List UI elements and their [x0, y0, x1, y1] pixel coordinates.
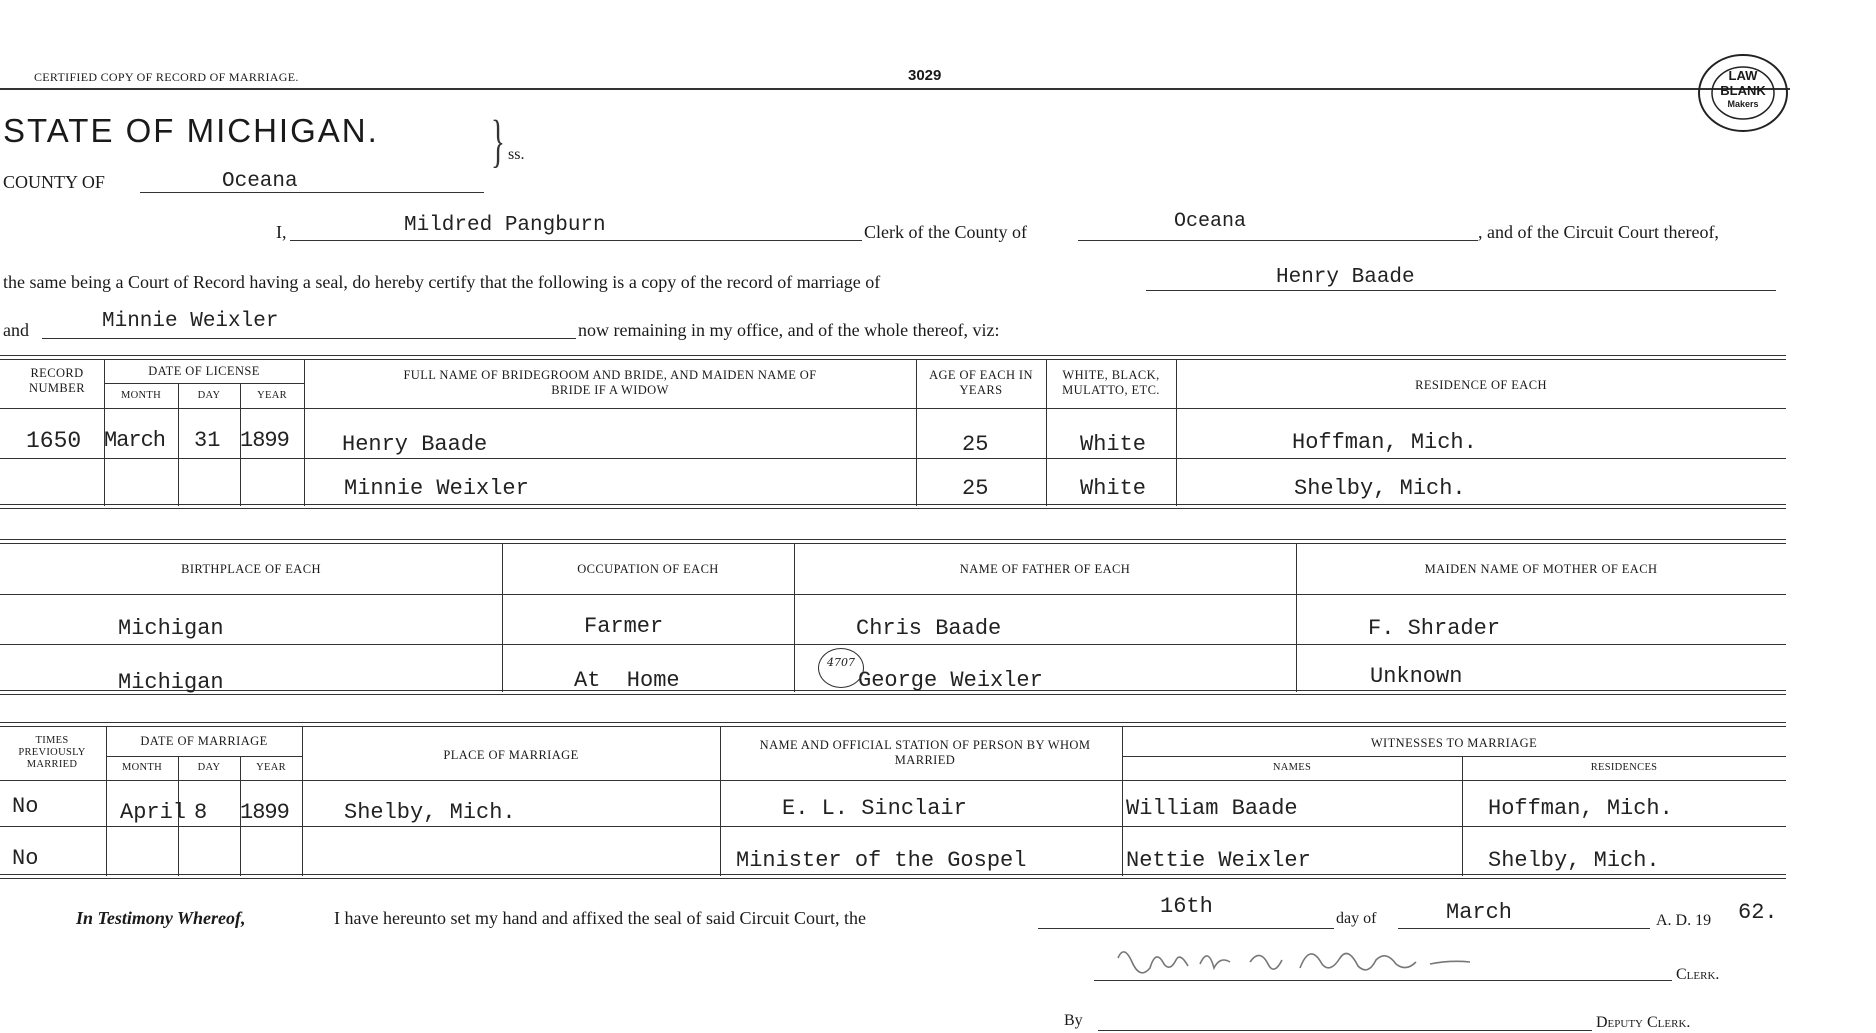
hdr-father: NAME OF FATHER OF EACH: [959, 562, 1131, 576]
t1-day: 31: [194, 428, 221, 453]
i-label: I,: [276, 222, 287, 242]
certify-county-fill: [1078, 240, 1478, 241]
ss-label: ss.: [508, 146, 525, 163]
table1-top-rule: [0, 355, 1786, 360]
county-value: Oceana: [222, 170, 298, 193]
seal-text-law: LAW: [1728, 68, 1758, 83]
hdr-license-month: MONTH: [121, 390, 161, 401]
t1-residence-2: Shelby, Mich.: [1294, 476, 1466, 501]
t1-year: 1899: [240, 428, 289, 453]
clerk-name-fill: [290, 240, 862, 241]
publisher-seal: [1695, 52, 1791, 134]
testimony-lead: In Testimony Whereof,: [76, 908, 246, 928]
hdr-birthplace: BIRTHPLACE OF EACH: [181, 562, 321, 576]
ad-label: A. D. 19: [1656, 912, 1712, 929]
hdr-date-of-license: DATE OF LICENSE: [148, 364, 260, 378]
county-fill-line: [140, 192, 484, 193]
clerk-of-county-label: Clerk of the County of: [864, 222, 1027, 242]
t1-month: March: [104, 428, 166, 453]
t1-age-2: 25: [962, 476, 989, 501]
county-label: COUNTY OF: [3, 172, 105, 192]
seal-text-blank: BLANK: [1720, 83, 1766, 98]
t3-day: 8: [194, 800, 208, 825]
remaining-text: now remaining in my office, and of the whole thereof, viz:: [578, 320, 1000, 340]
t3-witness-res: Hoffman, Mich.: [1488, 796, 1673, 821]
table1-bottom-rule: [0, 504, 1786, 509]
day-of-label: day of: [1336, 910, 1377, 927]
t2-mother: F. Shrader: [1368, 616, 1501, 641]
and-label: and: [3, 320, 29, 340]
hdr-witness-residences: RESIDENCES: [1590, 762, 1658, 773]
deputy-sign-fill: [1098, 1030, 1592, 1031]
brace: }: [490, 108, 505, 173]
form-number: 3029: [908, 67, 942, 84]
hdr-residence: RESIDENCE OF EACH: [1415, 378, 1547, 392]
testimony-year: 62.: [1738, 900, 1778, 925]
t3-place: Shelby, Mich.: [344, 800, 516, 825]
t3-witness: William Baade: [1126, 796, 1298, 821]
hdr-officiant: NAME AND OFFICIAL STATION OF PERSON BY WHOM MARRIED: [759, 738, 1091, 767]
testimony-month: March: [1446, 900, 1513, 925]
t3-month: April: [120, 800, 187, 825]
table3-bottom-rule: [0, 874, 1786, 879]
hdr-record-number: RECORD NUMBER: [29, 366, 85, 395]
t1-residence: Hoffman, Mich.: [1292, 430, 1477, 455]
clerk-label: Clerk.: [1676, 966, 1720, 983]
hdr-license-day: DAY: [197, 390, 221, 401]
bride-fill: [42, 338, 576, 339]
t3-witness-res-2: Shelby, Mich.: [1488, 848, 1660, 873]
groom-fill: [1146, 290, 1776, 291]
hdr-full-name: FULL NAME OF BRIDEGROOM AND BRIDE, AND MAIDEN NAME OF BRIDE IF A WIDOW: [403, 368, 817, 397]
t2-birthplace-2: Michigan: [118, 670, 224, 695]
clerk-signature: [1110, 938, 1530, 988]
t3-times: No: [12, 794, 39, 819]
t3-witness-2: Nettie Weixler: [1126, 848, 1311, 873]
testimony-day: 16th: [1160, 894, 1213, 919]
deputy-label: Deputy Clerk.: [1596, 1014, 1691, 1031]
header-rule: [0, 88, 1790, 90]
hdr-age: AGE OF EACH IN YEARS: [929, 368, 1033, 397]
t1-race: White: [1080, 432, 1147, 457]
signature-scribble: [1110, 938, 1530, 988]
hdr-marriage-day: DAY: [197, 762, 221, 773]
circuit-court-text: , and of the Circuit Court thereof,: [1478, 222, 1719, 242]
testimony-month-fill: [1398, 928, 1650, 929]
t1-name-2: Minnie Weixler: [344, 476, 529, 501]
table2-top-rule: [0, 539, 1786, 544]
t2-mother-2: Unknown: [1370, 664, 1463, 689]
t3-year: 1899: [240, 800, 289, 825]
same-being-text: the same being a Court of Record having a seal, do hereby certify that the following is a copy of the record of marriage of: [3, 272, 881, 292]
t2-birthplace: Michigan: [118, 616, 224, 641]
hdr-place-of-marriage: PLACE OF MARRIAGE: [443, 748, 579, 762]
t2-father: Chris Baade: [856, 616, 1002, 641]
t1-record: 1650: [26, 428, 82, 454]
t2-father-2: George Weixler: [858, 668, 1043, 693]
t3-officiant-2: Minister of the Gospel: [736, 848, 1027, 873]
clerk-name: Mildred Pangburn: [404, 214, 606, 237]
state-title: STATE OF MICHIGAN.: [3, 112, 379, 149]
t1-age: 25: [962, 432, 989, 457]
hdr-witnesses: WITNESSES TO MARRIAGE: [1370, 736, 1538, 750]
hdr-date-of-marriage: DATE OF MARRIAGE: [140, 734, 268, 748]
t3-times-2: No: [12, 846, 39, 871]
hdr-times-married: TIMES PREVIOUSLY MARRIED: [18, 735, 86, 770]
t2-occupation: Farmer: [584, 614, 664, 639]
t1-race-2: White: [1080, 476, 1147, 501]
t2-occupation-2: At Home: [574, 668, 680, 693]
hdr-occupation: OCCUPATION OF EACH: [577, 562, 719, 576]
hdr-witness-names: NAMES: [1272, 762, 1312, 773]
t1-name: Henry Baade: [342, 432, 488, 457]
form-title: CERTIFIED COPY OF RECORD OF MARRIAGE.: [34, 70, 299, 84]
hdr-race: WHITE, BLACK, MULATTO, ETC.: [1062, 368, 1160, 397]
by-label: By: [1064, 1012, 1083, 1029]
bride-name: Minnie Weixler: [102, 310, 279, 333]
testimony-day-fill: [1038, 928, 1334, 929]
hdr-mother: MAIDEN NAME OF MOTHER OF EACH: [1424, 562, 1658, 576]
testimony-text: I have hereunto set my hand and affixed the seal of said Circuit Court, the: [334, 908, 867, 928]
certify-county-value: Oceana: [1174, 210, 1247, 233]
t3-officiant: E. L. Sinclair: [782, 796, 967, 821]
hdr-marriage-month: MONTH: [122, 762, 162, 773]
table3-top-rule: [0, 722, 1786, 727]
margin-note: 4707: [827, 656, 855, 669]
seal-text-makers: Makers: [1727, 99, 1759, 109]
groom-name: Henry Baade: [1276, 266, 1415, 289]
hdr-marriage-year: YEAR: [256, 762, 286, 773]
hdr-license-year: YEAR: [257, 390, 287, 401]
